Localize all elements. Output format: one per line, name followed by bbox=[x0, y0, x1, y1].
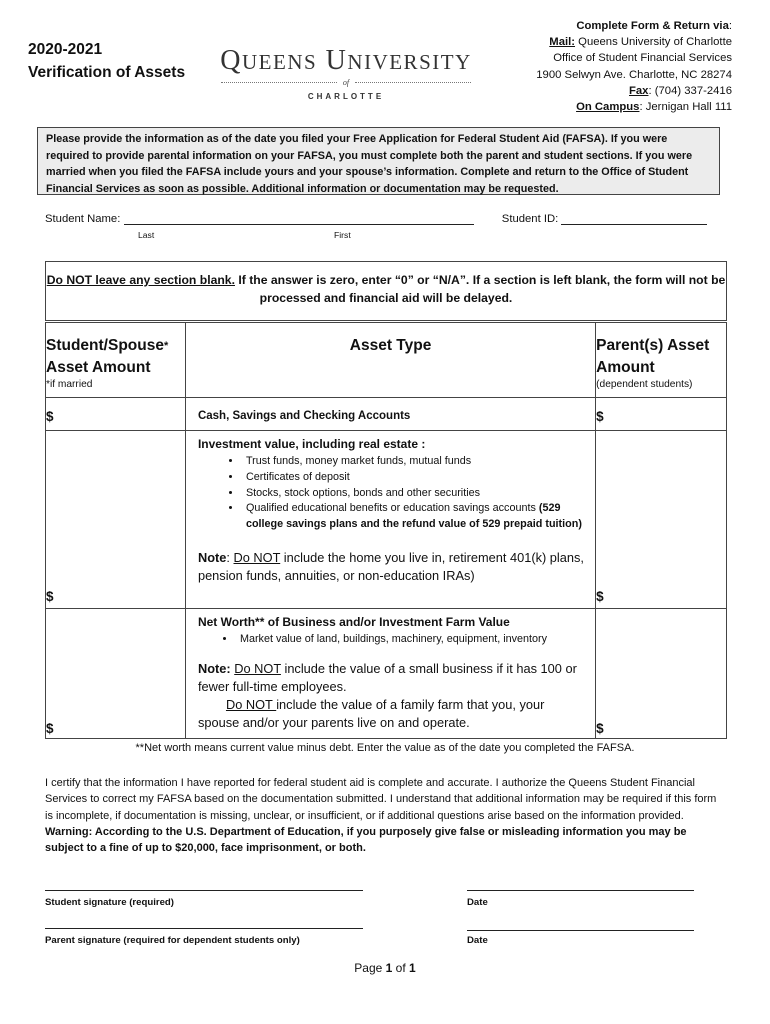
student-info-row bbox=[45, 211, 725, 225]
parent-date-line[interactable] bbox=[467, 930, 694, 931]
parent-business-amount[interactable]: $ bbox=[596, 609, 727, 739]
student-signature-line[interactable] bbox=[45, 890, 363, 891]
student-date-line[interactable] bbox=[467, 890, 694, 891]
asset-business-description: Net Worth** of Business and/or Investment Farm Value • Market value of land, buildings, machinery, equipment, inventory Note: Do NOT include the value of a small business if it has 100 or fewer full-time employees. Do NOT include the value of a family farm that you, your spouse and/or your parents live on and operate. bbox=[185, 609, 595, 739]
parent-investment-amount[interactable]: $ bbox=[596, 431, 727, 609]
table-header-row bbox=[46, 323, 727, 398]
list-item: • Stocks, stock options, bonds and other securities bbox=[242, 486, 587, 502]
asset-type-header: Asset Type bbox=[185, 323, 595, 398]
logo-subtitle: CHARLOTTE bbox=[307, 92, 385, 101]
student-business-amount[interactable]: $ bbox=[46, 609, 186, 739]
last-name-label: Last bbox=[138, 230, 155, 240]
business-bullets bbox=[198, 632, 587, 648]
student-name-label: Student Name: bbox=[45, 213, 121, 225]
logo-rule-right bbox=[355, 82, 471, 83]
farm-note: Do NOT include the value of a family farm that you, your spouse and/or your parents live on and operate. bbox=[197, 696, 545, 730]
logo-of-row bbox=[215, 76, 477, 88]
parent-amount-header: Parent(s) Asset Amount (dependent students) bbox=[596, 323, 727, 398]
form-title bbox=[28, 38, 185, 84]
student-date-label: Date bbox=[467, 897, 488, 908]
certification-text: I certify that the information I have reported for federal student aid is complete and accurate. I authorize the Queens Student Financial Services to correct my FAFSA based on the documentation submitted. I understand that additional information may be required if this form is incomplete, if documentation is missing, unclear, or insufficient, or if additional questions arise based on the information provided. Warning: According to the U.S. Department of Education, if you purposely give false or misleading information you may be subject to a fine of up to $20,000, face imprisonment, or both. bbox=[45, 777, 717, 855]
warning-text: If the answer is zero, enter “0” or “N/A”. If a section is left blank, the form will not be processed and financial aid will be delayed. bbox=[234, 273, 726, 305]
list-item: • Certificates of deposit bbox=[242, 470, 587, 486]
contact-block bbox=[536, 18, 732, 115]
mail-line1: Mail: Queens University of Charlotte bbox=[549, 36, 732, 49]
page-number: Page 1 of 1 bbox=[354, 961, 416, 975]
student-cash-amount[interactable]: $ bbox=[46, 398, 186, 431]
student-signature-label: Student signature (required) bbox=[45, 897, 174, 908]
student-name-field[interactable] bbox=[124, 211, 474, 225]
table-row bbox=[46, 609, 727, 739]
contact-heading: Complete Form & Return via: bbox=[576, 20, 732, 32]
asset-table bbox=[45, 322, 727, 739]
student-id-field[interactable] bbox=[561, 211, 707, 225]
student-id-label: Student ID: bbox=[501, 213, 559, 225]
parent-signature-line[interactable] bbox=[45, 928, 363, 929]
university-logo bbox=[215, 45, 477, 101]
investment-note: Note: Do NOT include the home you live in, retirement 401(k) plans, pension funds, annuities, or non-education IRAs) bbox=[197, 549, 584, 583]
student-amount-header: Student/Spouse* Asset Amount *if married bbox=[46, 323, 186, 398]
investment-bullets bbox=[198, 454, 587, 533]
net-worth-footnote: **Net worth means current value minus debt. Enter the value as of the date you completed the FAFSA. bbox=[135, 742, 635, 754]
parent-cash-amount[interactable]: $ bbox=[596, 398, 727, 431]
logo-wordmark: QUEENS UNIVERSITY bbox=[220, 45, 472, 76]
fax-line: Fax: (704) 337-2416 bbox=[629, 84, 732, 97]
mail-line2: Office of Student Financial Services bbox=[553, 52, 732, 65]
asset-cash-label: Cash, Savings and Checking Accounts bbox=[185, 398, 595, 431]
form-name: Verification of Assets bbox=[28, 64, 186, 81]
parent-signature-label: Parent signature (required for dependent students only) bbox=[45, 935, 300, 946]
warning-box bbox=[45, 261, 727, 321]
first-name-label: First bbox=[334, 230, 351, 240]
mail-line3: 1900 Selwyn Ave. Charlotte, NC 28274 bbox=[536, 68, 732, 81]
table-row bbox=[46, 431, 727, 609]
form-year: 2020-2021 bbox=[28, 41, 103, 58]
list-item: • Qualified educational benefits or education savings accounts (529 college savings plans and the refund value of 529 prepaid tuition) bbox=[242, 501, 587, 533]
table-row bbox=[46, 398, 727, 431]
asset-investment-description: Investment value, including real estate : • Trust funds, money market funds, mutual funds • Certificates of deposit • Stocks, stock options, bonds and other securities • Qualified educational benefits or education savings accounts (529 college savings plans and the refund value of 529 prepaid tuition) Note: Do NOT include the home you live in, retirement 401(k) plans, pension funds, annuities, or non-education IRAs) bbox=[185, 431, 595, 609]
instructions-box: Please provide the information as of the date you filed your Free Application for Federal Student Aid (FAFSA). If you were required to provide parental information on your FAFSA, you must complete both the parent and student sections. If you were married when you filed the FAFSA include yours and your spouse’s information. Complete and return to the Office of Student Financial Services as soon as possible. Additional information or documentation may be requested. bbox=[37, 127, 720, 195]
list-item: • Market value of land, buildings, machinery, equipment, inventory bbox=[236, 632, 587, 648]
warning-underlined: Do NOT leave any section blank. bbox=[46, 273, 235, 287]
logo-of: of bbox=[342, 77, 350, 87]
logo-rule-left bbox=[221, 82, 337, 83]
parent-date-label: Date bbox=[467, 935, 488, 946]
business-note: Note: Do NOT include the value of a small business if it has 100 or fewer full-time employees. bbox=[197, 660, 577, 694]
student-investment-amount[interactable]: $ bbox=[46, 431, 186, 609]
list-item: • Trust funds, money market funds, mutual funds bbox=[242, 454, 587, 470]
campus-line: On Campus: Jernigan Hall 111 bbox=[576, 101, 732, 114]
